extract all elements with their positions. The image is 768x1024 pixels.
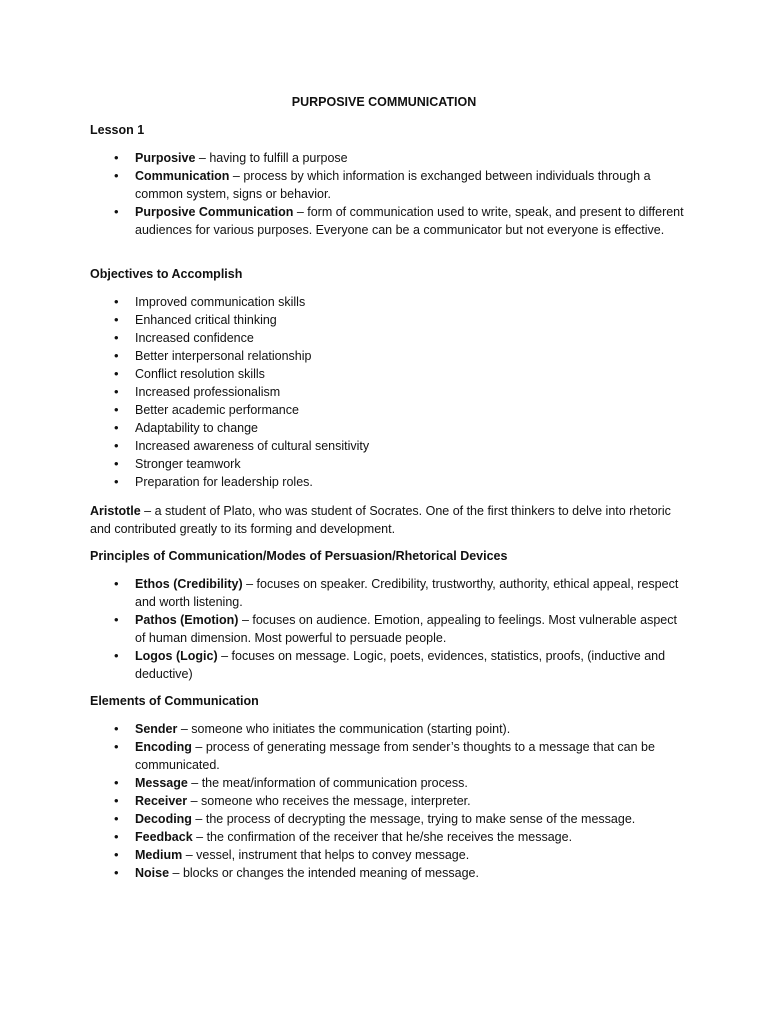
- definition-item: [90, 167, 690, 203]
- element-item: [90, 792, 690, 810]
- objective-item: • Preparation for leadership roles.: [90, 473, 690, 491]
- element-item: [90, 720, 690, 738]
- principle-text: – focuses on audience. Emotion, appealing to feelings. Most vulnerable aspect of human dimension. Most powerful to persuade people.: [135, 613, 677, 645]
- definition-text: – process by which information is exchanged between individuals through a common system, signs or behavior.: [135, 169, 651, 201]
- objective-item: • Better interpersonal relationship: [90, 347, 690, 365]
- elements-list-block: [90, 720, 690, 882]
- objectives-list: [90, 293, 690, 491]
- lesson-heading-block: [90, 121, 690, 139]
- element-item: [90, 864, 690, 882]
- definition-term: Purposive: [135, 151, 196, 165]
- definition-term: Purposive Communication: [135, 205, 294, 219]
- element-term: Medium: [135, 848, 183, 862]
- element-term: Sender: [135, 722, 178, 736]
- objective-item: • Increased professionalism: [90, 383, 690, 401]
- objective-item: • Increased confidence: [90, 329, 690, 347]
- principle-text: – focuses on message. Logic, poets, evidences, statistics, proofs, (inductive and deductive): [135, 649, 666, 681]
- objective-item: • Stronger teamwork: [90, 455, 690, 473]
- principle-term: Ethos (Credibility): [135, 577, 243, 591]
- objective-item: • Improved communication skills: [90, 293, 690, 311]
- definition-item: [90, 203, 690, 239]
- objectives-heading: Objectives to Accomplish: [90, 267, 243, 281]
- element-term: Decoding: [135, 812, 192, 826]
- principle-term: Pathos (Emotion): [135, 613, 239, 627]
- definition-term: Communication: [135, 169, 230, 183]
- element-term: Receiver: [135, 794, 188, 808]
- principle-term: Logos (Logic): [135, 649, 218, 663]
- element-text: – vessel, instrument that helps to convey message.: [182, 848, 470, 862]
- elements-list: [90, 720, 690, 882]
- principles-heading: Principles of Communication/Modes of Persuasion/Rhetorical Devices: [90, 549, 508, 563]
- element-term: Noise: [135, 866, 170, 880]
- principle-item: [90, 611, 690, 647]
- definition-item: [90, 149, 690, 167]
- element-text: – someone who receives the message, interpreter.: [187, 794, 471, 808]
- element-text: – process of generating message from sender’s thoughts to a message that can be communicated.: [135, 740, 655, 772]
- element-text: – the confirmation of the receiver that he/she receives the message.: [192, 830, 573, 844]
- principles-list: [90, 575, 690, 683]
- principle-item: [90, 647, 690, 683]
- definitions-list: [90, 149, 690, 239]
- element-item: [90, 828, 690, 846]
- page-title: PURPOSIVE COMMUNICATION: [291, 95, 477, 109]
- principle-text: – focuses on speaker. Credibility, trustworthy, authority, ethical appeal, respect and worth listening.: [135, 577, 679, 609]
- definition-text: – having to fulfill a purpose: [195, 151, 348, 165]
- elements-heading-block: [90, 692, 690, 710]
- element-text: – the meat/information of communication process.: [187, 776, 468, 790]
- element-term: Feedback: [135, 830, 193, 844]
- aristotle-term: Aristotle: [90, 504, 141, 518]
- objective-item: • Enhanced critical thinking: [90, 311, 690, 329]
- objective-item: • Adaptability to change: [90, 419, 690, 437]
- principles-heading-block: [90, 547, 690, 565]
- element-item: [90, 846, 690, 864]
- objective-item: • Conflict resolution skills: [90, 365, 690, 383]
- aristotle-paragraph: [90, 502, 690, 538]
- objective-item: • Better academic performance: [90, 401, 690, 419]
- element-item: [90, 738, 690, 774]
- objectives-heading-block: [90, 265, 690, 283]
- element-text: – the process of decrypting the message, trying to make sense of the message.: [191, 812, 636, 826]
- element-term: Encoding: [135, 740, 192, 754]
- element-item: [90, 774, 690, 792]
- element-term: Message: [135, 776, 188, 790]
- objectives-list-block: [90, 293, 690, 491]
- element-text: – someone who initiates the communication (starting point).: [177, 722, 511, 736]
- lesson-heading: Lesson 1: [90, 123, 145, 137]
- principle-item: [90, 575, 690, 611]
- elements-heading: Elements of Communication: [90, 694, 259, 708]
- objective-item: • Increased awareness of cultural sensitivity: [90, 437, 690, 455]
- element-text: – blocks or changes the intended meaning of message.: [169, 866, 479, 880]
- aristotle-block: [90, 502, 690, 538]
- principles-list-block: [90, 575, 690, 683]
- definitions-list-block: [90, 149, 690, 239]
- aristotle-text: – a student of Plato, who was student of Socrates. One of the first thinkers to delve into rhetoric and contributed greatly to its forming and development.: [90, 504, 671, 536]
- definition-text: – form of communication used to write, speak, and present to different audiences for various purposes. Everyone can be a communicator but not everyone is effective.: [135, 205, 684, 237]
- element-item: [90, 810, 690, 828]
